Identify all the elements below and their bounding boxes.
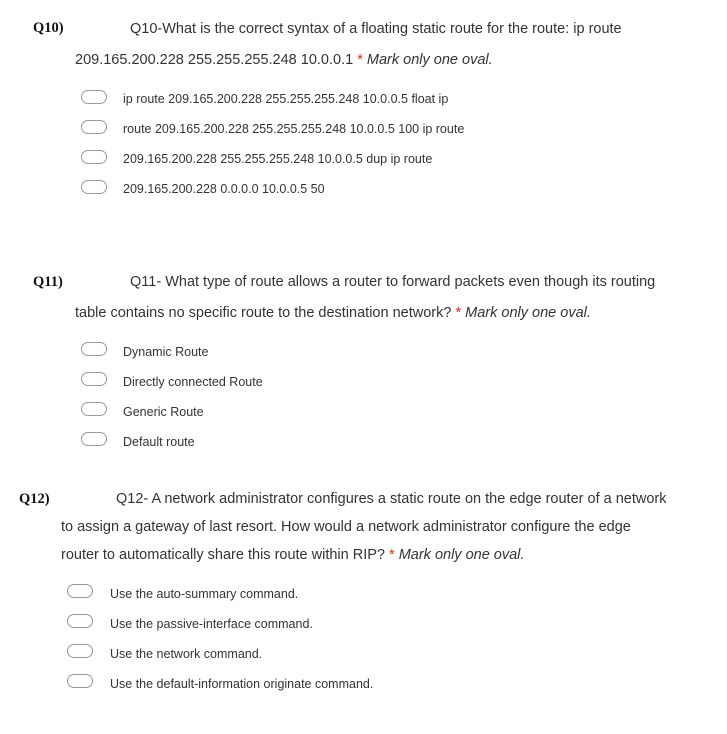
required-marker: *	[389, 547, 395, 563]
q12-number: Q12)	[19, 491, 50, 507]
q10-option-2-radio[interactable]	[81, 120, 107, 134]
q10-option-2-label: route 209.165.200.228 255.255.255.248 10.0.0.5 100 ip route	[123, 122, 465, 136]
q12-option-1-radio[interactable]	[67, 584, 93, 598]
q10-question-text: 209.165.200.228 255.255.255.248 10.0.0.1	[75, 52, 354, 68]
q11-option-3-radio[interactable]	[81, 402, 107, 416]
q12-option-1-label: Use the auto-summary command.	[110, 587, 299, 601]
q11-option-3-label: Generic Route	[123, 405, 204, 419]
q12-question-line1: Q12- A network administrator configures a static route on the edge router of a network	[116, 491, 667, 507]
q10-option-3-label: 209.165.200.228 255.255.255.248 10.0.0.5 dup ip route	[123, 152, 433, 166]
required-marker: *	[455, 305, 462, 321]
q11-option-4-label: Default route	[123, 435, 195, 449]
q10-instruction: Mark only one oval.	[366, 52, 493, 68]
q11-question-text: table contains no specific route to the destination network?	[75, 305, 452, 321]
q10-option-1-label: ip route 209.165.200.228 255.255.255.248 10.0.0.5 float ip	[123, 92, 449, 106]
q12-instruction: Mark only one oval.	[398, 547, 525, 563]
q12-option-3-label: Use the network command.	[110, 647, 263, 661]
q10-question-line2	[75, 52, 493, 68]
q12-question-line3	[61, 547, 524, 563]
q11-number: Q11)	[33, 274, 63, 290]
q12-option-3-radio[interactable]	[67, 644, 93, 658]
q11-instruction: Mark only one oval.	[465, 305, 591, 321]
q12-option-2-label: Use the passive-interface command.	[110, 617, 313, 631]
q11-option-2-label: Directly connected Route	[123, 375, 263, 389]
q12-question-line2: to assign a gateway of last resort. How would a network administrator configure the edge	[61, 519, 631, 535]
q11-question-line1: Q11- What type of route allows a router to forward packets even though its routing	[130, 274, 656, 290]
q12-question-text: router to automatically share this route within RIP?	[61, 547, 385, 563]
q12-option-2-radio[interactable]	[67, 614, 93, 628]
q11-option-1-radio[interactable]	[81, 342, 107, 356]
q11-option-2-radio[interactable]	[81, 372, 107, 386]
q11-option-4-radio[interactable]	[81, 432, 107, 446]
required-marker: *	[357, 52, 363, 68]
q10-option-1-radio[interactable]	[81, 90, 107, 104]
q10-option-4-radio[interactable]	[81, 180, 107, 194]
q10-option-3-radio[interactable]	[81, 150, 107, 164]
q10-question-line1: Q10-What is the correct syntax of a floating static route for the route: ip route	[130, 21, 622, 37]
q10-number: Q10)	[33, 20, 64, 36]
q12-option-4-label: Use the default-information originate command.	[110, 677, 374, 691]
q12-option-4-radio[interactable]	[67, 674, 93, 688]
q11-question-line2	[75, 305, 591, 321]
q11-option-1-label: Dynamic Route	[123, 345, 209, 359]
q10-option-4-label: 209.165.200.228 0.0.0.0 10.0.0.5 50	[123, 182, 325, 196]
